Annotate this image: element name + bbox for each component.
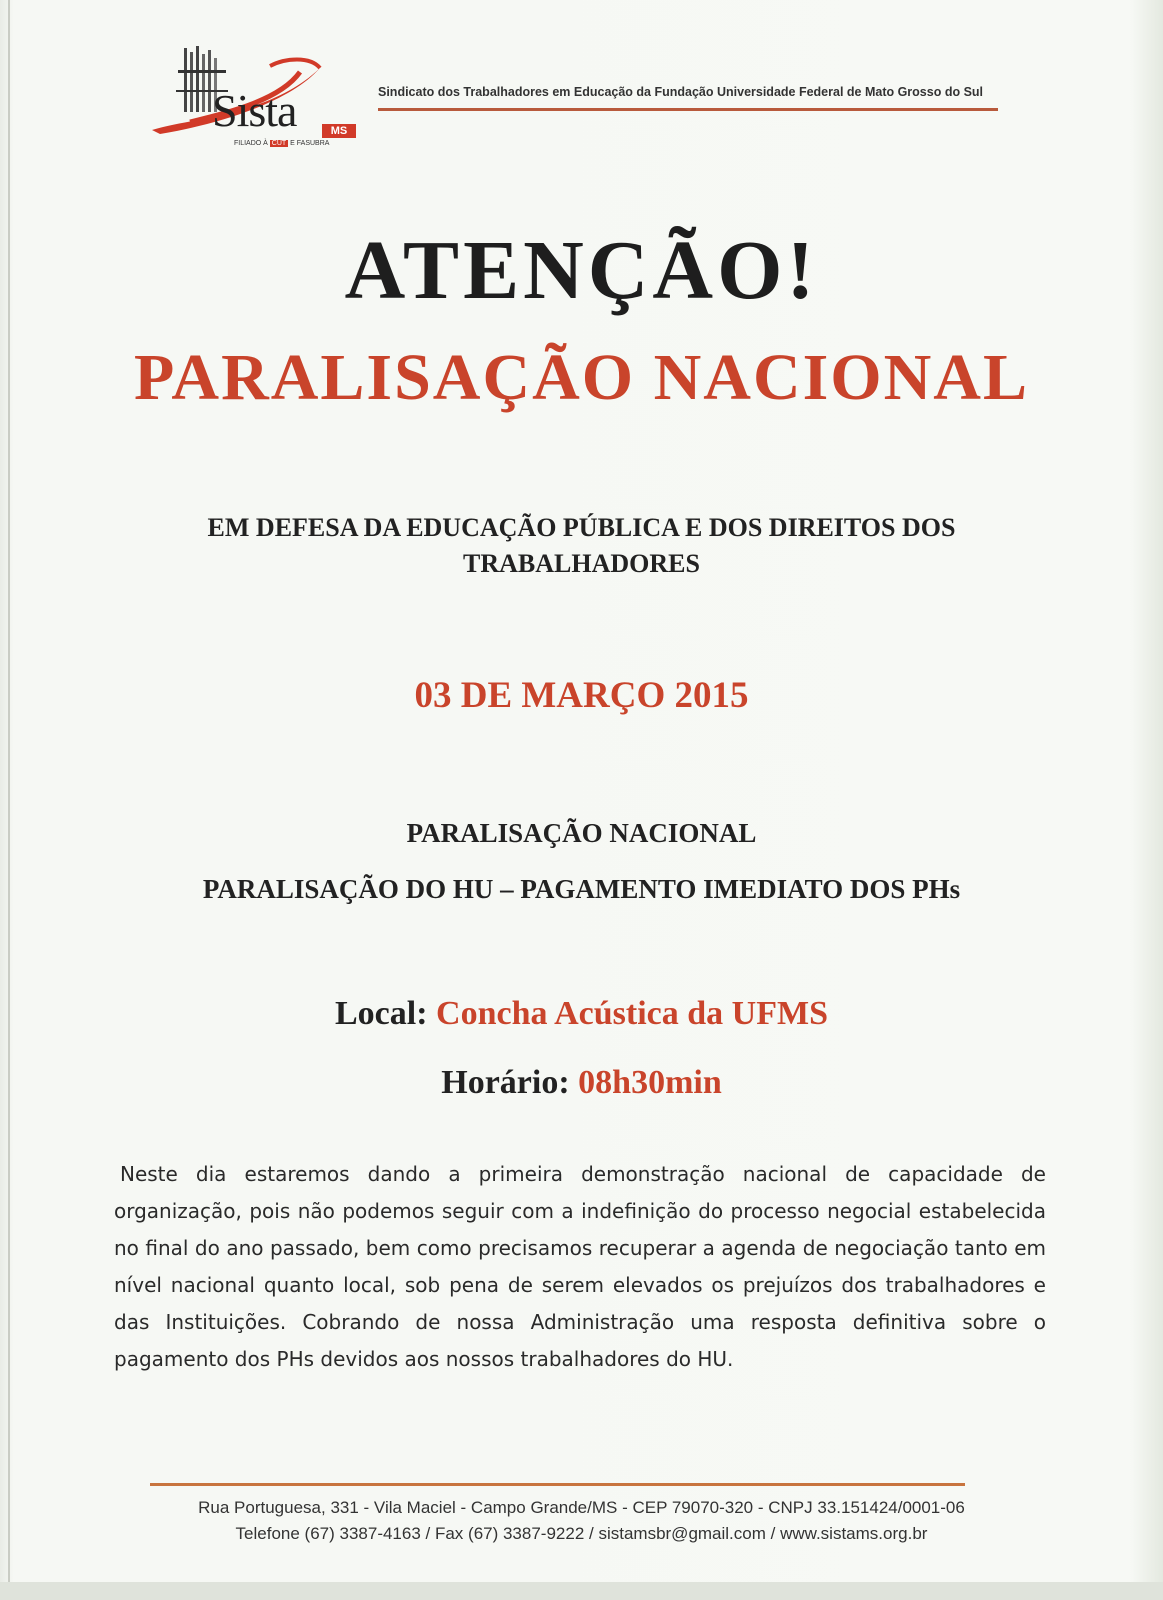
org-name: Sindicato dos Trabalhadores em Educação da Fundação Universidade Federal de Mato Grosso do Sul [378,85,984,99]
time-value: 08h30min [578,1064,722,1101]
logo-affiliation-prefix: FILIADO À [234,140,268,147]
header-divider [378,108,998,111]
page-bottom-edge [0,1582,1163,1600]
event-date: 03 DE MARÇO 2015 [414,675,749,716]
subheadline: PARALISAÇÃO NACIONAL [133,341,1029,414]
cause-statement [0,510,1163,582]
logo-ms-badge: MS [322,124,356,138]
event-time [0,1064,1163,1102]
location-label: Local: [334,995,428,1032]
event-location [0,995,1163,1033]
location-value: Concha Acústica da UFMS [436,995,828,1032]
event-line-1: PARALISAÇÃO NACIONAL [406,818,757,848]
logo-wordmark: Sista [212,85,297,136]
cause-text: EM DEFESA DA EDUCAÇÃO PÚBLICA E DOS DIREITOS DOS TRABALHADORES [207,513,956,578]
logo-affiliation-cut: CUT [271,140,287,147]
logo-affiliation [234,140,329,147]
event-line-2: PARALISAÇÃO DO HU – PAGAMENTO IMEDIATO DOS PHs [202,874,961,904]
footer-contact: Telefone (67) 3387-4163 / Fax (67) 3387-9222 / sistamsbr@gmail.com / www.sistams.org.br [235,1524,928,1543]
union-logo [150,42,360,152]
footer-divider [150,1483,965,1486]
logo-affiliation-suffix: E FASUBRA [290,140,330,147]
headline: ATENÇÃO! [344,224,819,317]
time-label: Horário: [441,1064,570,1101]
footer-address: Rua Portuguesa, 331 - Vila Maciel - Campo Grande/MS - CEP 79070-320 - CNPJ 33.151424/0001-06 [198,1498,965,1517]
body-paragraph: Neste dia estaremos dando a primeira demonstração nacional de capacidade de organização, pois não podemos seguir com a indefinição do processo negocial estabelecida no final do ano passado, bem como precisamos recuperar a agenda de negociação tanto em nível nacional quanto local, sob pena de serem elevados os prejuízos dos trabalhadores e das Instituições. Cobrando de nossa Administração uma resposta definitiva sobre o pagamento dos PHs devidos aos nossos trabalhadores do HU. [114,1162,1046,1371]
